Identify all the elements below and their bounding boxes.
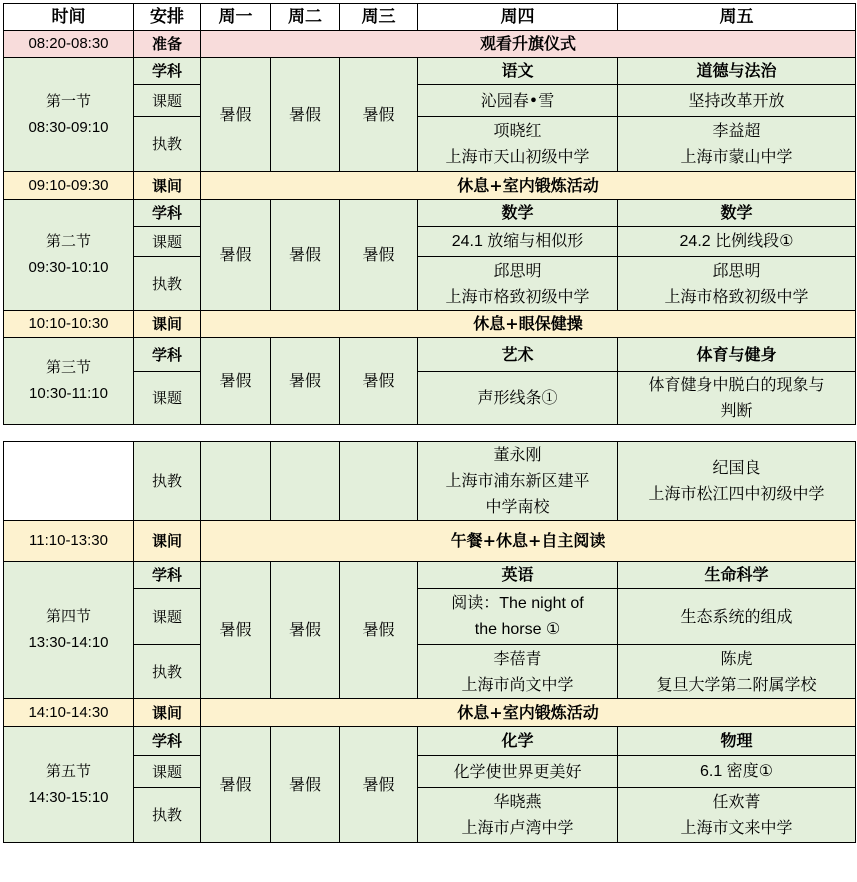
period5-name: 第五节 [45,762,91,780]
period3-cell [4,338,134,425]
period3-subject-label: 学科 [134,338,201,372]
period3-fri-topic-line2: 判断 [720,401,753,420]
period1-thu-topic: 沁园春•雪 [418,85,618,117]
period3-wed: 暑假 [340,338,418,425]
period3-thu-school-line2: 中学南校 [485,497,550,516]
period5-thu-subject: 化学 [418,727,618,756]
period3-fri-topic-cell [618,372,856,425]
period2-name: 第二节 [45,233,91,250]
break1-activity: 休息+室内锻炼活动 [201,172,856,200]
period3-subject-row [4,338,856,372]
period5-tue: 暑假 [271,727,340,843]
period3-thu-topic: 声形线条① [418,372,618,425]
period3-wed-continued [340,442,418,521]
period4-thu-teacher-cell [418,645,618,699]
period4-subject-label: 学科 [134,562,201,589]
period1-fri-teacher: 李益超 [712,121,761,140]
period3-thu-teacher-cell [418,442,618,521]
period2-tue: 暑假 [271,200,340,311]
period2-teacher-label: 执教 [134,257,201,311]
break2-row [4,311,856,338]
break4-activity: 休息+室内锻炼活动 [201,699,856,727]
period1-cell [4,58,134,172]
period5-fri-school: 上海市文来中学 [680,818,793,837]
period5-topic-label: 课题 [134,756,201,788]
period2-wed: 暑假 [340,200,418,311]
period1-topic-label: 课题 [134,85,201,117]
break3-row [4,521,856,562]
prep-type: 准备 [134,31,201,58]
period3-mon: 暑假 [201,338,271,425]
header-row [4,4,856,31]
period4-fri-school: 复旦大学第二附属学校 [656,674,817,694]
period3-teacher-row [4,442,856,521]
period5-thu-school: 上海市卢湾中学 [461,818,574,837]
period5-thu-topic: 化学使世界更美好 [418,756,618,788]
period3-mon-continued [201,442,271,521]
period4-thu-school: 上海市尚文中学 [461,674,574,694]
period1-subject-label: 学科 [134,58,201,85]
period3-time: 10:30-11:10 [29,385,108,402]
period5-fri-subject: 物理 [618,727,856,756]
period2-thu-school: 上海市格致初级中学 [445,286,590,306]
break1-label: 课间 [134,172,201,200]
period4-subject-row [4,562,856,589]
period1-thu-teacher: 项晓红 [493,121,542,140]
period5-thu-teacher: 华晓燕 [493,792,542,811]
period5-thu-teacher-cell [418,788,618,843]
period2-subject-row [4,200,856,227]
period3-teacher-label: 执教 [134,442,201,521]
period4-fri-topic: 生态系统的组成 [618,589,856,645]
period3-tue-continued [271,442,340,521]
schedule-table-part1 [3,3,856,425]
period2-thu-subject: 数学 [418,200,618,227]
period5-subject-label: 学科 [134,727,201,756]
break2-activity: 休息+眼保健操 [201,311,856,338]
period4-time: 13:30-14:10 [28,634,109,651]
break3-time: 11:10-13:30 [4,521,134,562]
period2-fri-teacher: 邱思明 [712,260,761,280]
period3-tue: 暑假 [271,338,340,425]
break4-time: 14:10-14:30 [4,699,134,727]
period2-time: 09:30-10:10 [28,259,109,276]
period4-topic-label: 课题 [134,589,201,645]
period2-cell [4,200,134,311]
period5-cell [4,727,134,843]
header-wed: 周三 [340,4,418,31]
period4-wed: 暑假 [340,562,418,699]
period3-thu-teacher: 董永刚 [493,445,542,464]
header-mon: 周一 [201,4,271,31]
period3-fri-topic-line1: 体育健身中脱白的现象与 [648,375,825,394]
header-arrangement: 安排 [134,4,201,31]
period1-time: 08:30-09:10 [28,118,109,136]
header-time: 时间 [4,4,134,31]
period3-fri-teacher-cell [618,442,856,521]
period5-fri-topic: 6.1 密度① [618,756,856,788]
period4-tue: 暑假 [271,562,340,699]
period4-cell [4,562,134,699]
period1-thu-school: 上海市天山初级中学 [445,147,590,166]
period5-time: 14:30-15:10 [28,788,109,806]
period2-fri-school: 上海市格致初级中学 [664,286,809,306]
break2-time: 10:10-10:30 [4,311,134,338]
period1-name: 第一节 [45,92,91,110]
period5-teacher-label: 执教 [134,788,201,843]
period3-name: 第三节 [45,359,91,376]
break3-label: 课间 [134,521,201,562]
period2-thu-teacher: 邱思明 [493,260,542,280]
period1-fri-subject: 道德与法治 [618,58,856,85]
period3-continued-cell [4,442,134,521]
header-thu: 周四 [418,4,618,31]
period4-thu-teacher: 李蓓青 [493,648,542,668]
period4-thu-topic-line1: 阅读：The night of [451,594,584,612]
period4-fri-teacher: 陈虎 [720,648,753,668]
period4-mon: 暑假 [201,562,271,699]
period1-fri-school: 上海市蒙山中学 [680,147,793,166]
prep-activity: 观看升旗仪式 [201,31,856,58]
period1-mon: 暑假 [201,58,271,172]
period4-thu-topic-cell [418,589,618,645]
break2-label: 课间 [134,311,201,338]
period5-fri-teacher-cell [618,788,856,843]
period3-fri-school: 上海市松江四中初级中学 [648,484,825,503]
period1-subject-row [4,58,856,85]
period3-thu-subject: 艺术 [418,338,618,372]
break3-activity: 午餐+休息+自主阅读 [201,521,856,562]
break1-row [4,172,856,200]
break1-time: 09:10-09:30 [4,172,134,200]
prep-time: 08:20-08:30 [4,31,134,58]
period4-name: 第四节 [45,608,91,625]
period1-tue: 暑假 [271,58,340,172]
period5-wed: 暑假 [340,727,418,843]
header-fri: 周五 [618,4,856,31]
period4-fri-teacher-cell [618,645,856,699]
period3-topic-label: 课题 [134,372,201,425]
period3-fri-teacher: 纪国良 [712,458,761,477]
period5-fri-teacher: 任欢菁 [712,792,761,811]
schedule-table-part2 [3,441,856,843]
period5-mon: 暑假 [201,727,271,843]
period4-thu-topic-line2: the horse ① [474,620,561,638]
period2-fri-subject: 数学 [618,200,856,227]
period3-thu-school-line1: 上海市浦东新区建平 [445,471,590,490]
period1-teacher-label: 执教 [134,117,201,172]
period4-teacher-label: 执教 [134,645,201,699]
period2-fri-topic: 24.2 比例线段① [618,227,856,257]
period1-fri-teacher-cell [618,117,856,172]
period3-fri-subject: 体育与健身 [618,338,856,372]
period1-fri-topic: 坚持改革开放 [618,85,856,117]
period5-subject-row [4,727,856,756]
break4-row [4,699,856,727]
period4-fri-subject: 生命科学 [618,562,856,589]
period2-mon: 暑假 [201,200,271,311]
prep-row [4,31,856,58]
period2-thu-teacher-cell [418,257,618,311]
period2-subject-label: 学科 [134,200,201,227]
period1-thu-subject: 语文 [418,58,618,85]
period2-thu-topic: 24.1 放缩与相似形 [418,227,618,257]
period1-wed: 暑假 [340,58,418,172]
break4-label: 课间 [134,699,201,727]
period2-topic-label: 课题 [134,227,201,257]
period1-thu-teacher-cell [418,117,618,172]
period4-thu-subject: 英语 [418,562,618,589]
period2-fri-teacher-cell [618,257,856,311]
header-tue: 周二 [271,4,340,31]
